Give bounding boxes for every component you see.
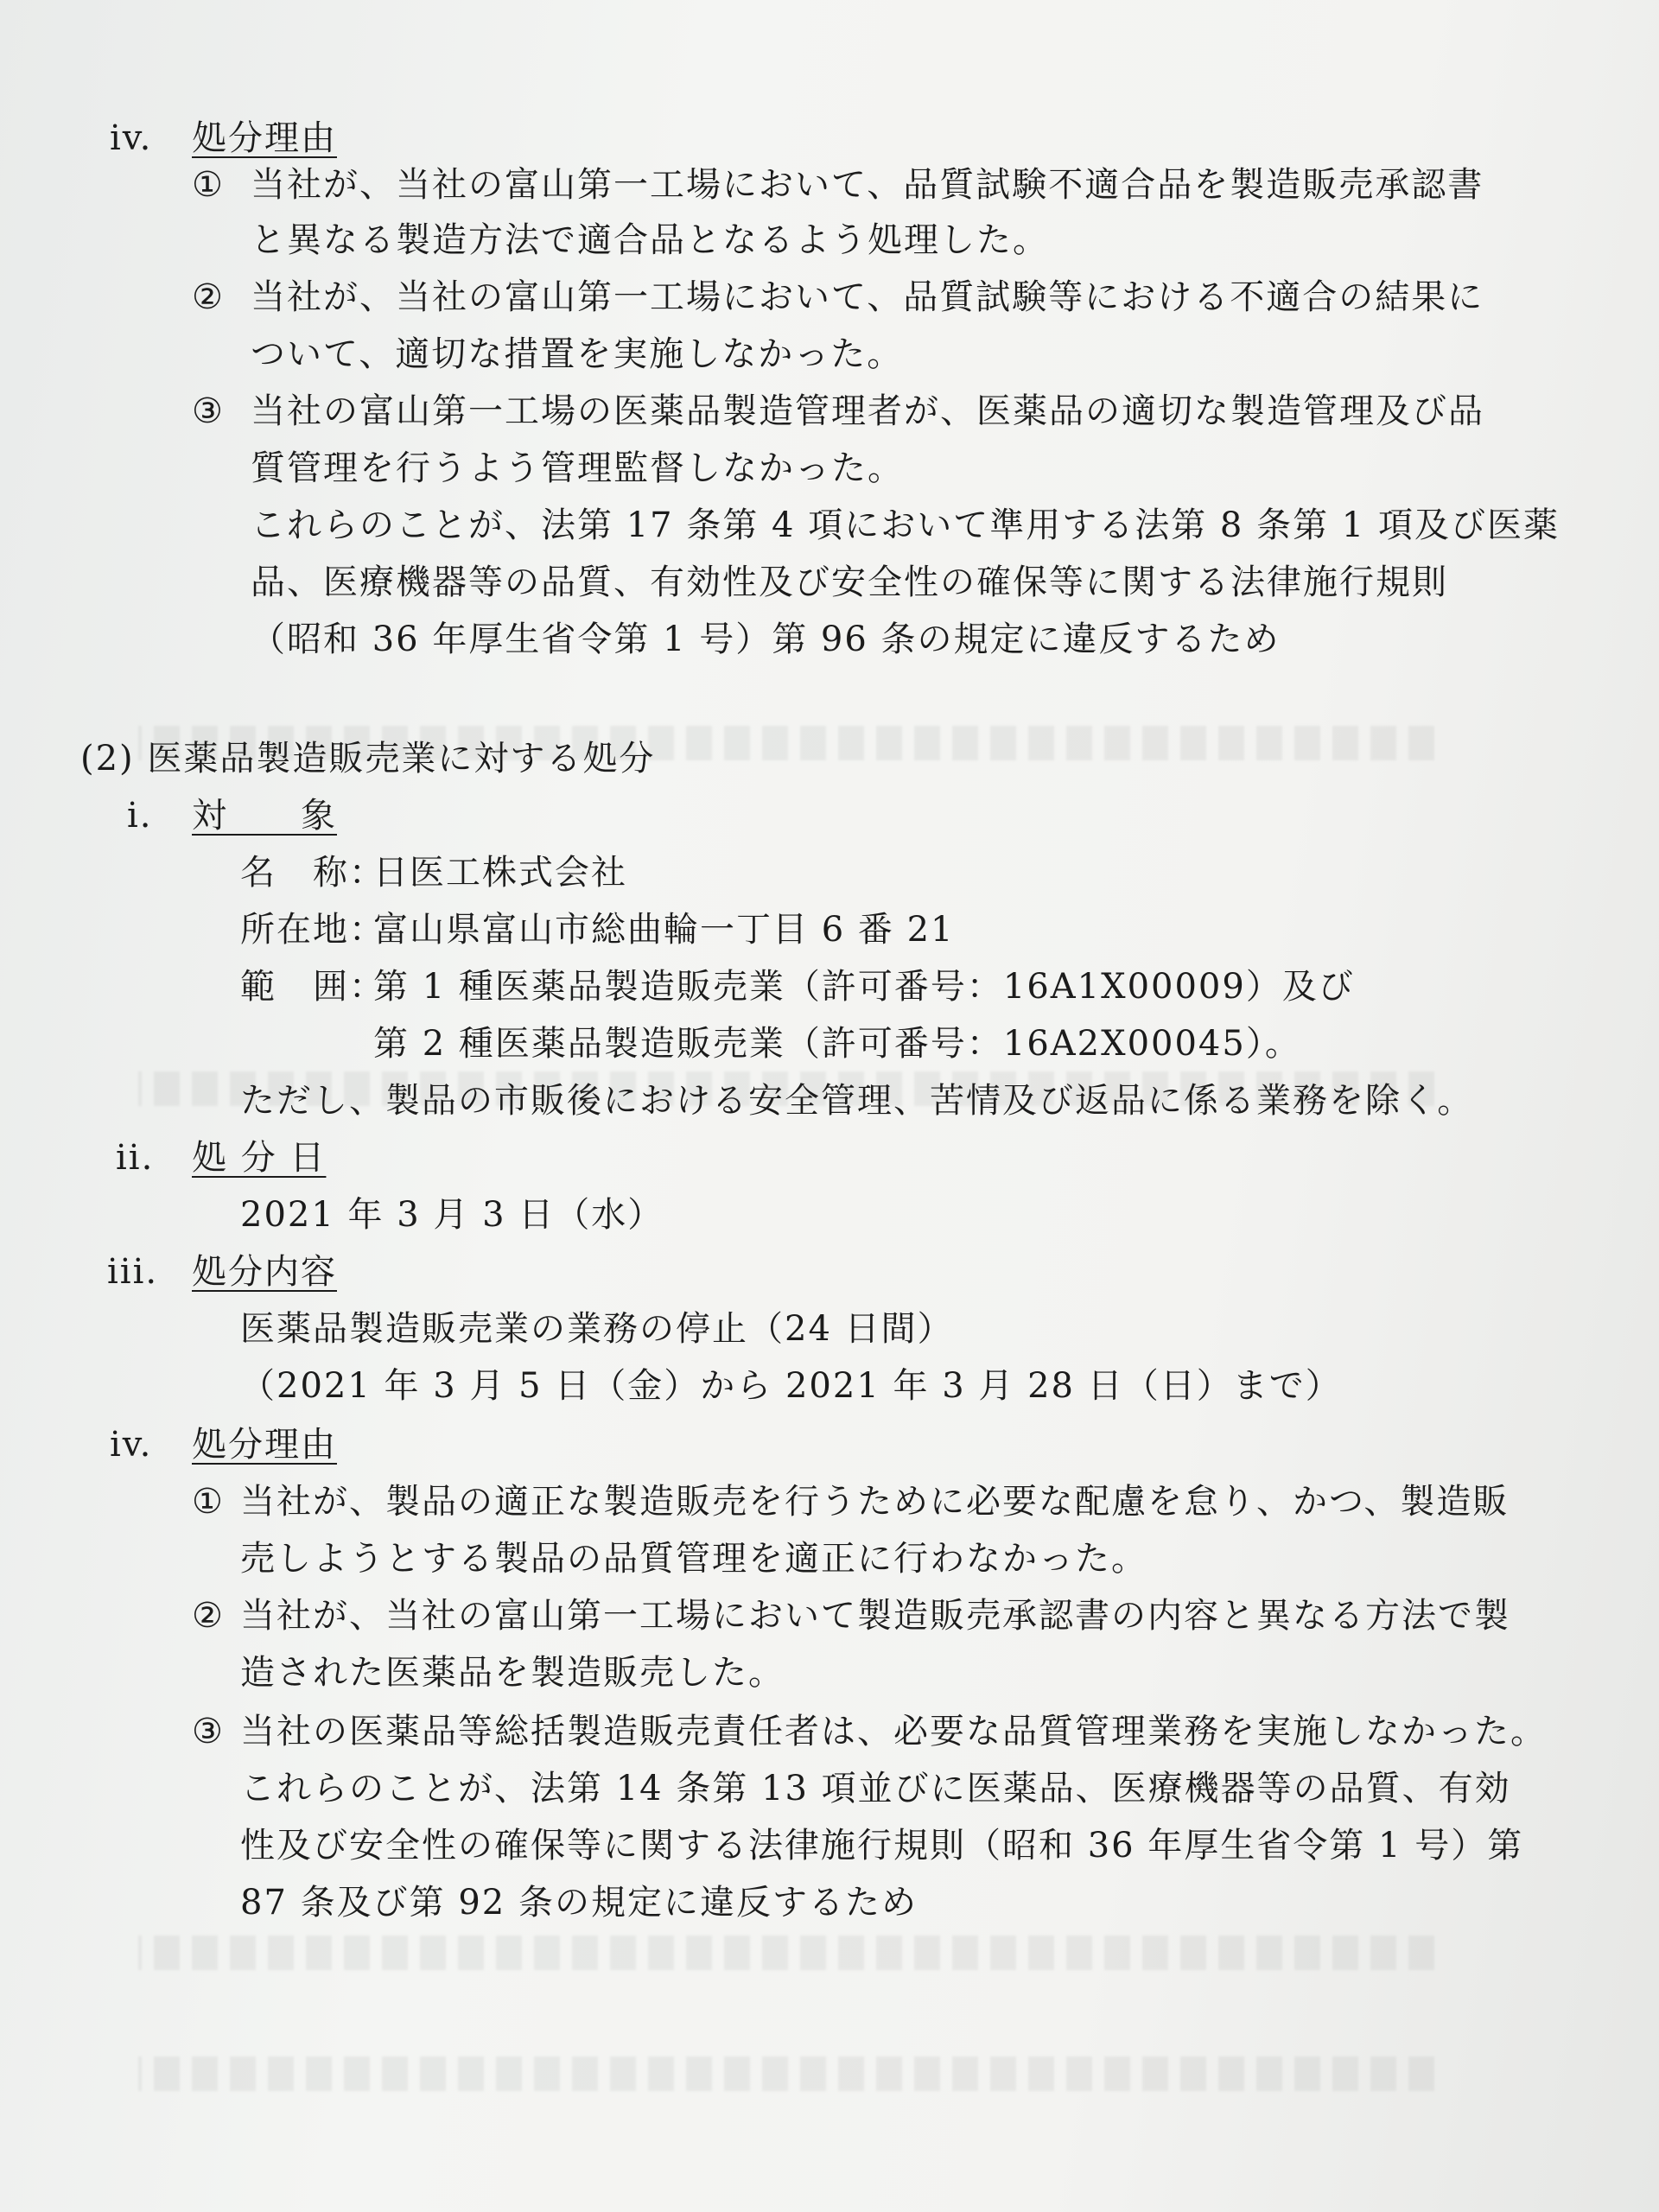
item-text: 質管理を行うよう管理監督しなかった。 (251, 448, 904, 488)
content-period: （2021 年 3 月 5 日（金）から 2021 年 3 月 28 日（日）まで） (240, 1366, 1342, 1406)
date-marker: ii. (116, 1138, 155, 1178)
item-marker: ① (192, 1482, 225, 1522)
show-through-texture (138, 2056, 1434, 2091)
company-name: 日医工株式会社 (373, 853, 627, 893)
conclusion-text: 性及び安全性の確保等に関する法律施行規則（昭和 36 年厚生省令第 1 号）第 (240, 1826, 1524, 1866)
target-marker: i. (127, 796, 153, 836)
item-text: 当社の富山第一工場の医薬品製造管理者が、医薬品の適切な製造管理及び品 (251, 391, 1484, 431)
item-marker: ② (192, 277, 225, 317)
disposition-date: 2021 年 3 月 3 日（水） (240, 1195, 664, 1235)
reason-heading: 処分理由 (192, 1425, 337, 1465)
reason-marker: iv. (110, 1425, 153, 1465)
address-label: 所在地： (240, 910, 385, 950)
item-text: 当社の医薬品等総括製造販売責任者は、必要な品質管理業務を実施しなかった。 (240, 1712, 1547, 1751)
content-marker: iii. (107, 1252, 159, 1292)
section1-reason-marker: iv. (110, 118, 153, 158)
conclusion-text: 品、医療機器等の品質、有効性及び安全性の確保等に関する法律施行規則 (251, 563, 1448, 602)
conclusion-text: これらのことが、法第 14 条第 13 項並びに医薬品、医療機器等の品質、有効 (240, 1769, 1511, 1808)
content-line: 医薬品製造販売業の業務の停止（24 日間） (240, 1309, 954, 1349)
content-heading: 処分内容 (192, 1252, 337, 1292)
name-label: 名 称： (240, 853, 385, 893)
item-marker: ② (192, 1596, 225, 1636)
target-heading: 対 象 (192, 796, 337, 836)
section1-reason-heading: 処分理由 (192, 118, 337, 158)
date-heading: 処 分 日 (192, 1138, 327, 1178)
conclusion-text: これらのことが、法第 17 条第 4 項において準用する法第 8 条第 1 項及び医薬 (251, 505, 1560, 545)
conclusion-text: （昭和 36 年厚生省令第 1 号）第 96 条の規定に違反するため (251, 620, 1281, 659)
item-text: 当社が、当社の富山第一工場において製造販売承認書の内容と異なる方法で製 (240, 1596, 1510, 1636)
item-text: 当社が、当社の富山第一工場において、品質試験等における不適合の結果に (251, 277, 1484, 317)
item-marker: ③ (192, 1712, 225, 1751)
scope-note: ただし、製品の市販後における安全管理、苦情及び返品に係る業務を除く。 (240, 1081, 1474, 1121)
show-through-texture (138, 1936, 1434, 1970)
scope-line: 第 1 種医薬品製造販売業（許可番号：16A1X00009）及び (373, 967, 1355, 1007)
item-marker: ③ (192, 391, 225, 431)
scope-label: 範 囲： (240, 967, 385, 1007)
item-text: 造された医薬品を製造販売した。 (240, 1653, 785, 1693)
item-text: と異なる製造方法で適合品となるよう処理した。 (251, 220, 1049, 260)
item-marker: ① (192, 165, 225, 205)
item-text: ついて、適切な措置を実施しなかった。 (251, 334, 904, 374)
item-text: 当社が、当社の富山第一工場において、品質試験不適合品を製造販売承認書 (251, 165, 1484, 205)
item-text: 当社が、製品の適正な製造販売を行うために必要な配慮を怠り、かつ、製造販 (240, 1482, 1510, 1522)
conclusion-text: 87 条及び第 92 条の規定に違反するため (240, 1883, 918, 1923)
scope-line: 第 2 種医薬品製造販売業（許可番号：16A2X00045）。 (373, 1024, 1301, 1064)
section2-heading: (2) 医薬品製造販売業に対する処分 (80, 739, 656, 779)
company-address: 富山県富山市総曲輪一丁目 6 番 21 (373, 910, 955, 950)
item-text: 売しようとする製品の品質管理を適正に行わなかった。 (240, 1539, 1147, 1579)
